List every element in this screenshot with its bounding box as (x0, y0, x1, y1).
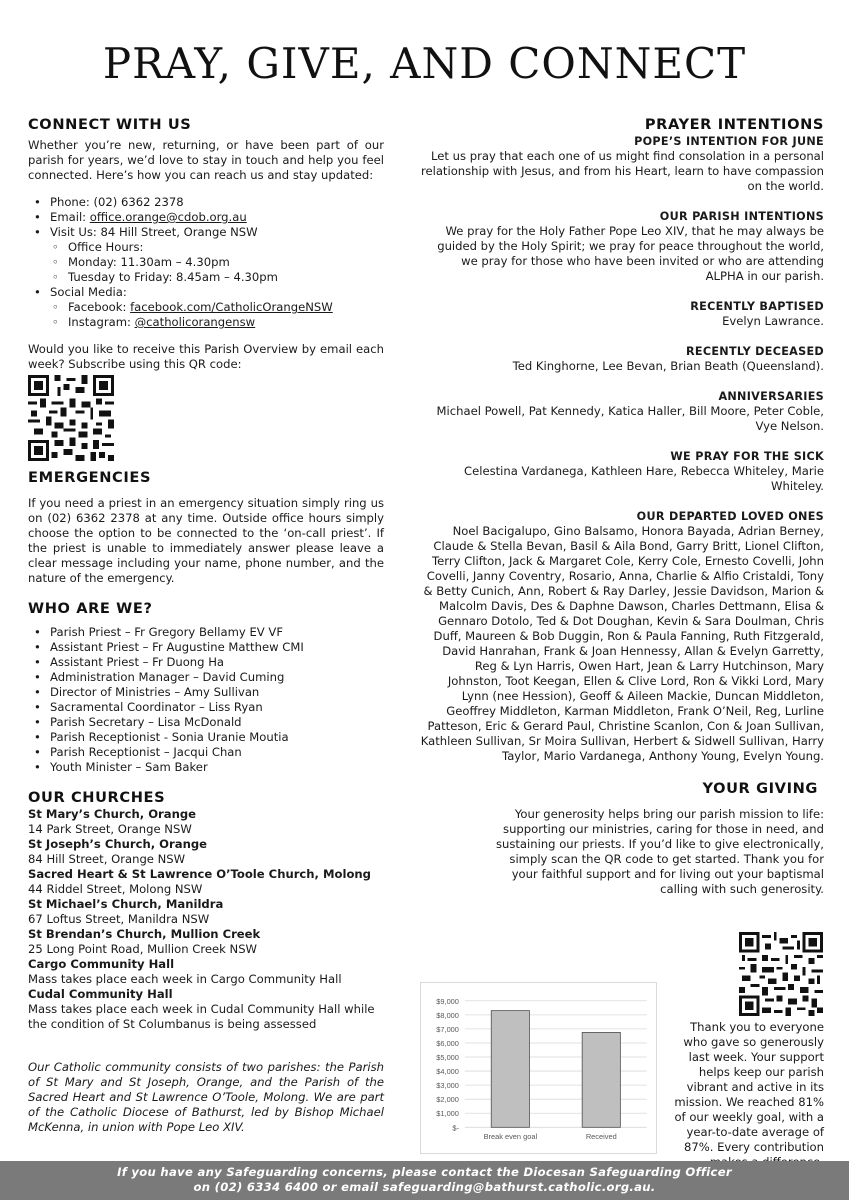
y-tick-label: $1,000 (436, 1109, 459, 1119)
connect-intro: Whether you’re new, returning, or have been part of our parish for years, we’d love to stay in touch and help you feel connected. Here’s how you can reach us and stay updated: (28, 138, 384, 182)
prayer-heading: PRAYER INTENTIONS (644, 116, 824, 133)
connect-heading: CONNECT WITH US (28, 116, 192, 133)
staff-item: • Sacramental Coordinator – Liss Ryan (28, 700, 384, 715)
contact-email (28, 210, 384, 225)
y-tick-label: $7,000 (436, 1024, 459, 1034)
y-tick-label: $5,000 (436, 1052, 459, 1062)
church-name: Cargo Community Hall (28, 957, 175, 971)
departed-heading: OUR DEPARTED LOVED ONES (636, 510, 824, 523)
giving-chart (420, 982, 657, 1154)
hours-monday: ◦ Monday: 11.30am – 4.30pm (28, 255, 384, 270)
x-tick-label: Received (585, 1132, 617, 1142)
church-address: 25 Long Point Road, Mullion Creek NSW (28, 942, 258, 956)
anniversaries-heading: ANNIVERSARIES (718, 390, 824, 403)
contact-visit (28, 225, 384, 285)
emergencies-heading: EMERGENCIES (28, 469, 152, 486)
y-tick-label: $- (452, 1123, 459, 1133)
social-instagram (28, 315, 384, 330)
email-label: Email: (50, 210, 90, 224)
staff-list (28, 625, 384, 775)
church-address: 14 Park Street, Orange NSW (28, 822, 192, 836)
community-note: Our Catholic community consists of two parishes: the Parish of St Mary and St Joseph, Orange, and the Parish of the Sacred Heart and St Lawrence O’Toole, Molong. We are part of the Catholic Diocese of Bathurst, led by Bishop Michael McKenna, in union with Pope Leo XIV. (28, 1060, 384, 1134)
popes-intention-text: Let us pray that each one of us might find consolation in a personal relationship with Jesus, and from his Heart, learn to have compassion on the world. (420, 149, 824, 193)
church-address: Mass takes place each week in Cargo Community Hall (28, 972, 342, 986)
email-link[interactable]: office.orange@cdob.org.au (89, 210, 247, 224)
y-tick-label: $9,000 (436, 996, 459, 1006)
emergencies-text: If you need a priest in an emergency situation simply ring us on (02) 6362 2378 at any time. Outside office hours simply choose the option to be connected to the ‘on-call priest’. If the priest is unable to immediately answer please leave a clear message including your name, phone number, and the nature of the emergency. (28, 496, 384, 585)
social-list (28, 300, 384, 330)
x-tick-label: Break even goal (483, 1132, 538, 1142)
church-address: 67 Loftus Street, Manildra NSW (28, 912, 210, 926)
office-hours-list (28, 240, 384, 285)
staff-item: • Parish Receptionist – Jacqui Chan (28, 745, 384, 760)
staff-item: • Director of Ministries – Amy Sullivan (28, 685, 384, 700)
y-tick-label: $6,000 (436, 1038, 459, 1048)
staff-item: • Youth Minister – Sam Baker (28, 760, 384, 775)
church-list (28, 807, 384, 1032)
social-facebook (28, 300, 384, 315)
parish-intentions-text: We pray for the Holy Father Pope Leo XIV, that he may always be guided by the Holy Spirit; we pray for peace throughout the world, we pray for those who have been invited or who are attending ALPHA in our parish. (437, 224, 824, 283)
y-tick-label: $2,000 (436, 1095, 459, 1105)
contact-list (28, 195, 384, 330)
churches-heading: OUR CHURCHES (28, 789, 166, 806)
deceased-text: Ted Kinghorne, Lee Bevan, Brian Beath (Queensland). (512, 359, 824, 373)
church-address: Mass takes place each week in Cudal Community Hall while the condition of St Columbanus is being assessed (28, 1002, 375, 1031)
contact-social (28, 285, 384, 330)
qr-code-icon[interactable] (739, 932, 823, 1016)
anniversaries-text: Michael Powell, Pat Kennedy, Katica Haller, Bill Moore, Peter Coble, Vye Nelson. (436, 404, 824, 433)
giving-thanks-text: Thank you to everyone who gave so generously last week. Your support helps keep our parish vibrant and active in its mission. We reached 81% of our weekly goal, with a year-to-date average of 87%. Every contribution (674, 1020, 824, 1154)
staff-item: • Assistant Priest – Fr Duong Ha (28, 655, 384, 670)
y-tick-label: $3,000 (436, 1081, 459, 1091)
y-tick-label: $8,000 (436, 1010, 459, 1020)
right-column (420, 116, 824, 897)
parish-intentions-heading: OUR PARISH INTENTIONS (659, 210, 824, 223)
staff-item: • Administration Manager – David Cuming (28, 670, 384, 685)
church-name: St Brendan’s Church, Mullion Creek (28, 927, 261, 941)
who-heading: WHO ARE WE? (28, 600, 153, 617)
instagram-link[interactable]: @catholicorangensw (134, 315, 256, 329)
church-name: St Joseph’s Church, Orange (28, 837, 207, 851)
church-name: Cudal Community Hall (28, 987, 173, 1001)
staff-item: • Parish Receptionist - Sonia Uranie Moutia (28, 730, 384, 745)
sick-text: Celestina Vardanega, Kathleen Hare, Rebecca Whiteley, Marie Whiteley. (464, 464, 824, 493)
visit-label: Visit Us: 84 Hill Street, Orange NSW (50, 225, 258, 239)
y-tick-label: $4,000 (436, 1067, 459, 1077)
church-name: Sacred Heart & St Lawrence O’Toole Church, Molong (28, 867, 371, 881)
baptised-heading: RECENTLY BAPTISED (690, 300, 824, 313)
instagram-label: Instagram: (68, 315, 135, 329)
footer-line-2: on (02) 6334 6400 or email safeguarding@bathurst.catholic.org.au. (193, 1180, 656, 1194)
office-hours: ◦ Office Hours: (28, 240, 384, 255)
subscribe-text: Would you like to receive this Parish Overview by email each week? Subscribe using this QR code: (28, 342, 384, 371)
left-column (28, 116, 384, 1135)
footer-line-1: If you have any Safeguarding concerns, please contact the Diocesan Safeguarding Officer (117, 1165, 732, 1179)
staff-item: • Parish Secretary – Lisa McDonald (28, 715, 384, 730)
giving-heading: YOUR GIVING (702, 780, 818, 797)
giving-text: Your generosity helps bring our parish mission to life: supporting our ministries, caring for those in need, and sustaining our priests. If you’d like to give electronically, simply scan the QR code to get started. Thank you for your faithful support and for living out your baptismal calling with such generosity. (495, 807, 824, 896)
hours-tue-fri: ◦ Tuesday to Friday: 8.45am – 4.30pm (28, 270, 384, 285)
facebook-label: Facebook: (68, 300, 131, 314)
staff-item: • Parish Priest – Fr Gregory Bellamy EV VF (28, 625, 384, 640)
church-name: St Michael’s Church, Manildra (28, 897, 224, 911)
bar (491, 1011, 529, 1128)
church-address: 44 Riddel Street, Molong NSW (28, 882, 203, 896)
staff-item: • Assistant Priest – Fr Augustine Matthew CMI (28, 640, 384, 655)
departed-text: Noel Bacigalupo, Gino Balsamo, Honora Bayada, Adrian Berney, Claude & Stella Bevan, Basil & Aila Bond, Garry Britt, Lionel Clifton, Terry Clifton, Jack & Margaret Cole, Kerry Cole, Ernesto Covelli, John Covelli, Janny Coventry, Rosario, Anna, Charlie & Alfio Cristaldi, Tony & Betty Cunich, Ann, Robert & Ray Darley, Jessie Davidson, Marion & Malcolm Davis, Des & Daphne Dawson, Charles Dettmann, Elisa & Gennaro Dotolo, Ted & Dot Doughan, Kevin & Sara Doulman, Chris Duff, Maureen & Bob Duggin, Ron & Paula Fanning, Ruth Fitzgerald, David Hanrahan, Frank & Joan Hennessy, Allan & Evelyn Garretty, Reg & Lyn Harris, Owen Hart, Jean & Larry Hutchinson, Mary Johnston, Toot Keegan, Ellen & Clive Lord, Ron & Vikki Lord, Mary Lynn (nee Hession), Geoff & Aileen Mackie, Duncan Middleton, Geoffrey Middleton, Karman Middleton, Frank O’Neil, Reg, Lurline Patteson, Eric & Gerard Paul, Christine Scanlon, Con & Joan Sullivan, Kathleen Sullivan, Sr Moira Sullivan, Herbert & Sidwell Sullivan, Harry Taylor, Mario Vardanega, Anthony Young, Evelyn Young. (420, 524, 824, 763)
social-label: Social Media: (50, 285, 127, 299)
qr-code-icon[interactable] (28, 375, 114, 461)
church-address: 84 Hill Street, Orange NSW (28, 852, 186, 866)
sick-heading: WE PRAY FOR THE SICK (670, 450, 824, 463)
safeguarding-footer (0, 1161, 849, 1200)
baptised-text: Evelyn Lawrance. (722, 314, 824, 328)
page-title: PRAY, GIVE, AND CONNECT (102, 39, 747, 88)
facebook-link[interactable]: facebook.com/CatholicOrangeNSW (130, 300, 333, 314)
popes-intention-heading: POPE’S INTENTION FOR JUNE (634, 135, 824, 148)
bar (582, 1032, 620, 1127)
contact-phone: • Phone: (02) 6362 2378 (28, 195, 384, 210)
church-name: St Mary’s Church, Orange (28, 807, 197, 821)
deceased-heading: RECENTLY DECEASED (685, 345, 824, 358)
